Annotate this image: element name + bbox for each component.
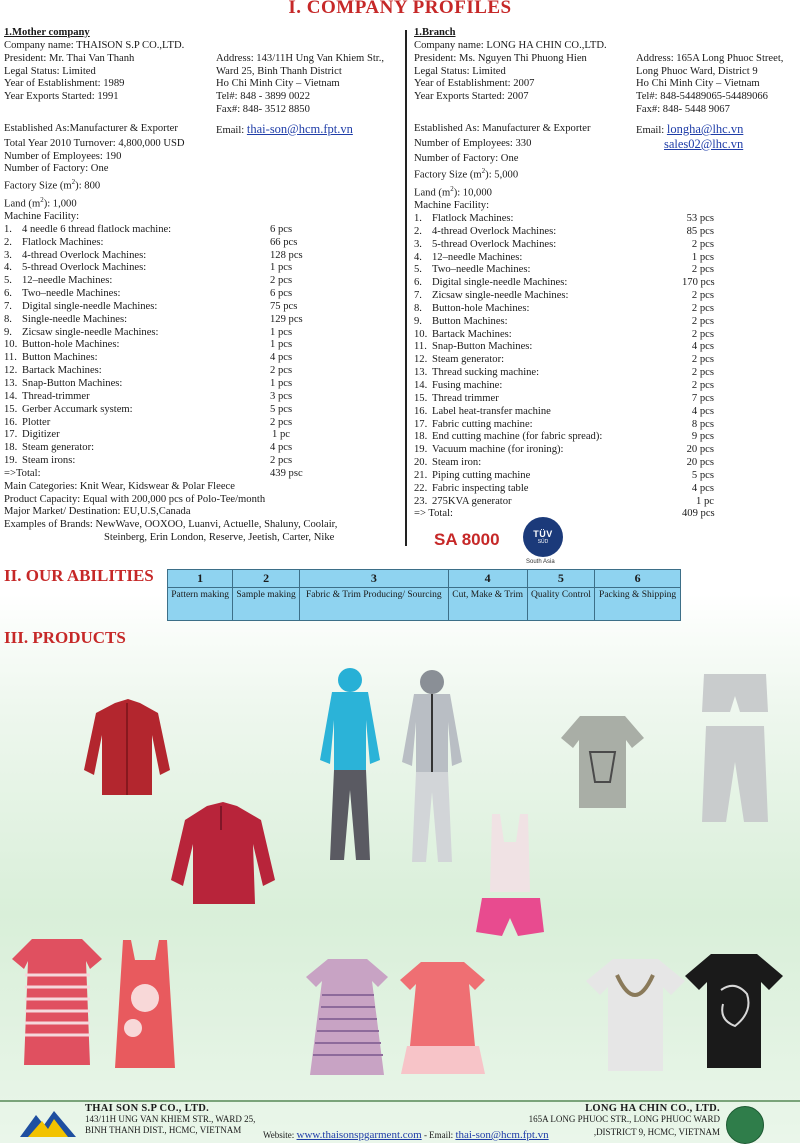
machine-quantity: 2 pcs — [691, 367, 714, 379]
machine-number: 15. — [414, 392, 428, 404]
machine-row — [414, 354, 800, 367]
machine-name: Piping cutting machine — [432, 469, 531, 481]
machine-name: Flatlock Machines: — [432, 213, 514, 225]
footer-left-address-1: 143/11H UNG VAN KHIEM STR., WARD 25, — [85, 1114, 256, 1124]
machine-quantity: 5 pcs — [270, 403, 293, 415]
branch-company-name: Company name: LONG HA CHIN CO.,LTD. — [414, 39, 607, 51]
ability-label: Quality Control — [527, 588, 594, 621]
machine-row — [414, 303, 800, 316]
machine-row — [414, 457, 800, 470]
machine-name: Digitizer — [22, 429, 60, 441]
machine-quantity: 1 pcs — [270, 339, 293, 351]
footer-contact-line — [263, 1129, 549, 1141]
machine-row — [414, 226, 800, 239]
mother-employees: Number of Employees: 190 — [4, 150, 122, 162]
mother-legal-status: Legal Status: Limited — [4, 65, 96, 77]
machine-name: Digital single-needle Machines: — [22, 300, 158, 312]
machine-row — [414, 419, 800, 432]
branch-established-as: Established As: Manufacturer & Exporter — [414, 122, 591, 134]
footer-email-link[interactable]: thai-son@hcm.fpt.vn — [455, 1129, 549, 1141]
footer-right-address-1: 165A LONG PHUOC STR., LONG PHUOC WARD — [528, 1114, 720, 1124]
footer-right-block — [529, 1103, 720, 1138]
branch-legal-status: Legal Status: Limited — [414, 65, 506, 77]
machine-row — [4, 429, 399, 442]
machine-number: 19. — [414, 444, 428, 456]
mother-company-name: Company name: THAISON S.P CO.,LTD. — [4, 39, 185, 51]
machine-name: Snap-Button Machines: — [432, 341, 533, 353]
machine-quantity: 1 pcs — [270, 378, 293, 389]
machine-quantity: 4 pcs — [691, 341, 714, 353]
machine-quantity: 20 pcs — [686, 444, 714, 456]
footer-left-company: THAI SON S.P CO., LTD. — [85, 1103, 210, 1114]
machine-name: 5-thread Overlock Machines: — [22, 262, 147, 274]
machine-quantity: 2 pcs — [691, 380, 714, 391]
branch-land: Land $(m^2)$: 10,000 — [414, 184, 492, 199]
machine-quantity: 85 pcs — [686, 225, 714, 237]
machine-number: 11. — [4, 352, 17, 364]
machine-name: Two–needle Machines: — [432, 264, 531, 276]
branch-email-link-2[interactable]: sales02@lhc.vn — [664, 136, 744, 151]
machine-quantity: 2 pcs — [691, 264, 714, 276]
machine-number: 14. — [4, 390, 18, 402]
mother-capacity: Product Capacity: Equal with 200,000 pcs of Polo-Tee/month — [4, 493, 266, 505]
machine-quantity: 8 pcs — [691, 418, 714, 430]
ability-number: 2 — [233, 570, 300, 588]
machine-name: Button-hole Machines: — [22, 339, 120, 351]
branch-heading: 1.Branch — [414, 27, 456, 38]
machine-number: 9. — [414, 315, 422, 327]
machine-row — [4, 237, 399, 250]
machine-number: 21. — [414, 469, 428, 481]
machine-quantity: 2 pcs — [270, 365, 293, 377]
machine-quantity: 1 pcs — [270, 326, 293, 338]
machine-quantity: 4 pcs — [270, 442, 293, 454]
machine-name: End cutting machine (for fabric spread): — [432, 431, 603, 443]
mother-heading: 1.Mother company — [4, 27, 90, 38]
machine-number: 5. — [414, 264, 422, 276]
machine-number: 16. — [414, 405, 428, 417]
machine-name: Thread trimmer — [432, 392, 499, 404]
machine-name: Digital single-needle Machines: — [432, 277, 568, 289]
ability-label: Packing & Shipping — [595, 588, 681, 621]
machine-name: Flatlock Machines: — [22, 236, 104, 248]
machine-quantity: 4 pcs — [270, 352, 293, 364]
branch-machine-list — [414, 213, 800, 508]
machine-row — [414, 341, 800, 354]
machine-quantity: 2 pcs — [691, 315, 714, 327]
mother-brands-2: Steinberg, Erin London, Reserve, Jeetish, Carter, Nike — [104, 532, 335, 544]
machine-quantity: 2 pcs — [691, 302, 714, 314]
page-title: I. COMPANY PROFILES — [288, 0, 512, 18]
machine-number: 8. — [4, 313, 12, 325]
machine-row — [4, 327, 399, 340]
branch-total: => Total: 409 pcs — [414, 508, 715, 520]
mother-president: President: Mr. Thai Van Thanh — [4, 52, 135, 64]
tuv-caption: South Asia — [526, 559, 555, 565]
machine-name: Steam generator: — [432, 354, 505, 366]
machine-name: Button-hole Machines: — [432, 302, 530, 314]
mother-address-1: Address: 143/11H Ung Van Khiem Str., — [216, 52, 385, 64]
machine-row — [4, 455, 399, 468]
machine-number: 8. — [414, 302, 422, 314]
machine-number: 12. — [414, 354, 428, 366]
branch-section — [414, 27, 800, 521]
footer-left-block — [85, 1103, 255, 1136]
ability-number: 4 — [448, 570, 527, 588]
machine-row — [4, 301, 399, 314]
branch-machine-facility: Machine Facility: — [414, 200, 490, 212]
machine-number: 15. — [4, 403, 18, 415]
machine-quantity: 4 pcs — [691, 482, 714, 494]
mother-company-section — [4, 27, 399, 545]
blue-grey-tracksuit-image — [310, 660, 390, 870]
footer-left-address-2: BINH THANH DIST., HCMC, VIETNAM — [85, 1125, 242, 1135]
machine-row — [414, 277, 800, 290]
black-graphic-tee-image — [683, 950, 785, 1072]
machine-name: Plotter — [22, 416, 51, 428]
machine-name: Thread-trimmer — [22, 390, 90, 402]
machine-quantity: 6 pcs — [270, 288, 293, 300]
machine-number: 13. — [414, 367, 428, 379]
mother-established-as: Established As:Manufacturer & Exporter — [4, 122, 178, 134]
machine-number: 18. — [4, 442, 18, 454]
machine-quantity: 128 pcs — [270, 249, 303, 261]
machine-row — [414, 380, 800, 393]
pink-tank-and-shorts-image — [470, 812, 550, 947]
footer-right-address-2: ,DISTRICT 9, HCMC, VIETNAM — [593, 1127, 720, 1137]
machine-name: Steam generator: — [22, 442, 95, 454]
machine-row — [4, 352, 399, 365]
grey-hoodie-set-image — [392, 662, 472, 867]
machine-row — [414, 431, 800, 444]
ability-label: Pattern making — [168, 588, 233, 621]
machine-name: Fusing machine: — [432, 380, 503, 391]
machine-name: Zicsaw single-needle Machines: — [432, 290, 569, 302]
machine-quantity: 4 pcs — [691, 405, 714, 417]
machine-quantity: 66 pcs — [270, 236, 298, 248]
pink-printed-kids-dress-image — [395, 958, 490, 1078]
machine-row — [414, 213, 800, 226]
branch-factory-size: Factory Size $(m^2)$: 5,000 — [414, 167, 519, 181]
machine-row — [4, 378, 399, 391]
footer-website-label: Website: — [263, 1130, 295, 1140]
machine-name: Zicsaw single-needle Machines: — [22, 326, 159, 338]
machine-quantity: 1 pc — [272, 429, 290, 441]
grey-embroidered-top-image — [560, 712, 645, 812]
machine-number: 11. — [414, 341, 427, 353]
machine-name: Vacuum machine (for ironing): — [432, 444, 564, 456]
machine-row — [414, 406, 800, 419]
grey-shorts-image — [700, 668, 770, 718]
branch-email-link-1[interactable]: longha@lhc.vn — [666, 121, 744, 136]
grey-capri-pants-image — [700, 722, 770, 830]
mother-total: =>Total: 439 psc — [4, 467, 303, 479]
branch-address-3: Ho Chi Minh City – Vietnam — [636, 78, 760, 90]
machine-quantity: 7 pcs — [691, 392, 714, 404]
machine-row — [414, 483, 800, 496]
machine-row — [4, 288, 399, 301]
thaison-mountain-logo — [18, 1107, 78, 1139]
machine-name: Button Machines: — [432, 315, 508, 327]
machine-number: 6. — [4, 288, 12, 300]
mother-land: Land $(m^2)$: 1,000 — [4, 195, 77, 210]
branch-year-exports: Year Exports Started: 2007 — [414, 91, 529, 103]
machine-row — [414, 239, 800, 252]
machine-number: 17. — [414, 418, 428, 430]
machine-name: 4 needle 6 thread flatlock machine: — [22, 223, 172, 235]
machine-quantity: 129 pcs — [270, 313, 303, 325]
mother-email-link[interactable]: thai-son@hcm.fpt.vn — [246, 121, 353, 136]
machine-name: Single-needle Machines: — [22, 313, 128, 325]
machine-quantity: 3 pcs — [270, 390, 293, 402]
mother-turnover: Total Year 2010 Turnover: 4,800,000 USD — [4, 137, 185, 149]
machine-row — [4, 391, 399, 404]
machine-quantity: 2 pcs — [691, 354, 714, 366]
ability-number: 5 — [527, 570, 594, 588]
machine-name: 5-thread Overlock Machines: — [432, 238, 557, 250]
machine-row — [414, 470, 800, 483]
mother-fax: Fax#: 848- 3512 8850 — [216, 104, 310, 116]
mother-brands-1: Examples of Brands: NewWave, OOXOO, Luanvi, Actuelle, Shaluny, Coolair, — [4, 519, 338, 531]
machine-quantity: 170 pcs — [682, 277, 715, 289]
sa8000-label: SA 8000 — [434, 530, 500, 549]
branch-employees: Number of Employees: 330 — [414, 137, 532, 149]
machine-number: 3. — [4, 249, 12, 261]
ability-number: 6 — [595, 570, 681, 588]
products-heading: III. PRODUCTS — [4, 628, 126, 647]
machine-name: Bartack Machines: — [22, 365, 102, 377]
white-embellished-tee-image — [583, 955, 688, 1075]
machine-row — [4, 417, 399, 430]
machine-row — [414, 252, 800, 265]
machine-quantity: 1 pc — [696, 495, 714, 507]
machine-quantity: 2 pcs — [691, 290, 714, 302]
machine-number: 1. — [414, 213, 422, 225]
machine-row — [4, 314, 399, 327]
ability-number: 3 — [300, 570, 449, 588]
machine-row — [414, 329, 800, 342]
branch-tel: Tel#: 848-54489065-54489066 — [636, 91, 768, 103]
mother-machine-facility: Machine Facility: — [4, 211, 80, 223]
machine-number: 10. — [4, 339, 18, 351]
machine-name: Label heat-transfer machine — [432, 405, 551, 417]
machine-quantity: 2 pcs — [691, 238, 714, 250]
machine-quantity: 1 pcs — [270, 262, 293, 274]
abilities-heading: II. OUR ABILITIES — [4, 566, 154, 585]
machine-number: 22. — [414, 482, 428, 494]
machine-number: 7. — [4, 300, 12, 312]
machine-quantity: 9 pcs — [691, 431, 714, 443]
ability-label: Fabric & Trim Producing/ Sourcing — [300, 588, 449, 621]
machine-number: 17. — [4, 429, 18, 441]
ability-label: Sample making — [233, 588, 300, 621]
pink-fleece-jacket-image — [165, 800, 280, 910]
machine-number: 10. — [414, 328, 428, 340]
mother-major-market: Major Market/ Destination: EU,U.S,Canada — [4, 506, 191, 518]
machine-number: 23. — [414, 495, 428, 507]
machine-quantity: 53 pcs — [686, 213, 714, 225]
longhachin-globe-logo — [726, 1106, 764, 1144]
mother-year-exports: Year Exports Started: 1991 — [4, 91, 119, 103]
mother-main-categories: Main Categories: Knit Wear, Kidswear & Polar Fleece — [4, 480, 235, 492]
machine-number: 14. — [414, 380, 428, 391]
machine-name: Snap-Button Machines: — [22, 378, 123, 389]
machine-quantity: 1 pcs — [691, 251, 714, 263]
machine-number: 9. — [4, 326, 12, 338]
ability-label: Cut, Make & Trim — [448, 588, 527, 621]
mother-address-3: Ho Chi Minh City – Vietnam — [216, 78, 340, 90]
mother-factory-size: Factory Size $(m^2)$: 800 — [4, 178, 101, 192]
machine-row — [414, 367, 800, 380]
machine-row — [4, 275, 399, 288]
machine-number: 4. — [4, 262, 12, 274]
footer-email-label: - Email: — [423, 1130, 454, 1140]
machine-name: Bartack Machines: — [432, 328, 512, 340]
machine-name: 4-thread Overlock Machines: — [432, 225, 557, 237]
machine-name: Steam irons: — [22, 455, 76, 467]
machine-number: 18. — [414, 431, 428, 443]
machine-quantity: 20 pcs — [686, 457, 714, 469]
branch-president: President: Ms. Nguyen Thi Phuong Hien — [414, 52, 587, 64]
machine-name: 275KVA generator — [432, 495, 512, 507]
mother-year-est: Year of Establishment: 1989 — [4, 78, 125, 90]
red-jacket-image — [80, 695, 175, 805]
machine-row — [414, 264, 800, 277]
footer-website-link[interactable]: www.thaisonspgarment.com — [296, 1129, 422, 1141]
machine-number: 4. — [414, 251, 422, 263]
branch-address-1: Address: 165A Long Phuoc Street, — [636, 52, 784, 64]
machine-row — [4, 339, 399, 352]
branch-fax: Fax#: 848- 5448 9067 — [636, 104, 730, 116]
machine-number: 20. — [414, 457, 428, 469]
machine-row — [414, 290, 800, 303]
abilities-table — [167, 569, 681, 621]
machine-number: 3. — [414, 238, 422, 250]
machine-name: Thread sucking machine: — [432, 367, 540, 379]
machine-quantity: 6 pcs — [270, 223, 293, 235]
machine-number: 2. — [414, 225, 422, 237]
machine-number: 13. — [4, 378, 18, 389]
footer-right-company: LONG HA CHIN CO., LTD. — [585, 1103, 720, 1114]
machine-number: 16. — [4, 416, 18, 428]
coral-floral-tank-image — [105, 938, 185, 1073]
machine-row — [414, 496, 800, 509]
machine-name: Two–needle Machines: — [22, 288, 121, 300]
machine-name: Steam iron: — [432, 457, 482, 469]
striped-kids-dress-image — [300, 955, 395, 1080]
machine-name: Gerber Accumark system: — [22, 403, 133, 415]
branch-factories: Number of Factory: One — [414, 152, 519, 164]
machine-name: 12–needle Machines: — [22, 275, 113, 287]
machine-row — [4, 262, 399, 275]
machine-number: 7. — [414, 290, 422, 302]
ability-number: 1 — [168, 570, 233, 588]
machine-row — [414, 444, 800, 457]
footer-divider — [0, 1100, 800, 1102]
machine-row — [4, 224, 399, 237]
machine-name: 4-thread Overlock Machines: — [22, 249, 147, 261]
branch-email-label: Email: — [636, 124, 665, 136]
machine-number: 5. — [4, 275, 12, 287]
mother-email-label: Email: — [216, 124, 245, 136]
tuv-certification-logo: TÜV SÜD — [523, 517, 563, 557]
machine-name: 12–needle Machines: — [432, 251, 523, 263]
mother-address-2: Ward 25, Binh Thanh District — [216, 65, 342, 77]
machine-row — [414, 393, 800, 406]
machine-number: 6. — [414, 277, 422, 289]
machine-quantity: 2 pcs — [270, 455, 293, 467]
machine-row — [4, 250, 399, 263]
mother-factories: Number of Factory: One — [4, 163, 109, 175]
machine-number: 2. — [4, 236, 12, 248]
machine-quantity: 75 pcs — [270, 300, 298, 312]
machine-number: 1. — [4, 223, 12, 235]
machine-name: Button Machines: — [22, 352, 98, 364]
branch-year-est: Year of Establishment: 2007 — [414, 78, 535, 90]
machine-name: Fabric inspecting table — [432, 482, 529, 494]
machine-quantity: 5 pcs — [691, 469, 714, 481]
machine-quantity: 2 pcs — [270, 416, 293, 428]
machine-number: 19. — [4, 455, 18, 467]
striped-red-dress-image — [10, 935, 105, 1070]
machine-quantity: 2 pcs — [270, 275, 293, 287]
column-divider — [405, 30, 407, 546]
machine-row — [4, 365, 399, 378]
machine-number: 12. — [4, 365, 18, 377]
mother-machine-list — [4, 224, 399, 468]
machine-quantity: 2 pcs — [691, 328, 714, 340]
machine-row — [414, 316, 800, 329]
machine-row — [4, 442, 399, 455]
branch-address-2: Long Phuoc Ward, District 9 — [636, 65, 758, 77]
machine-name: Fabric cutting machine: — [432, 418, 533, 430]
mother-tel: Tel#: 848 - 3899 0022 — [216, 91, 311, 103]
machine-row — [4, 404, 399, 417]
